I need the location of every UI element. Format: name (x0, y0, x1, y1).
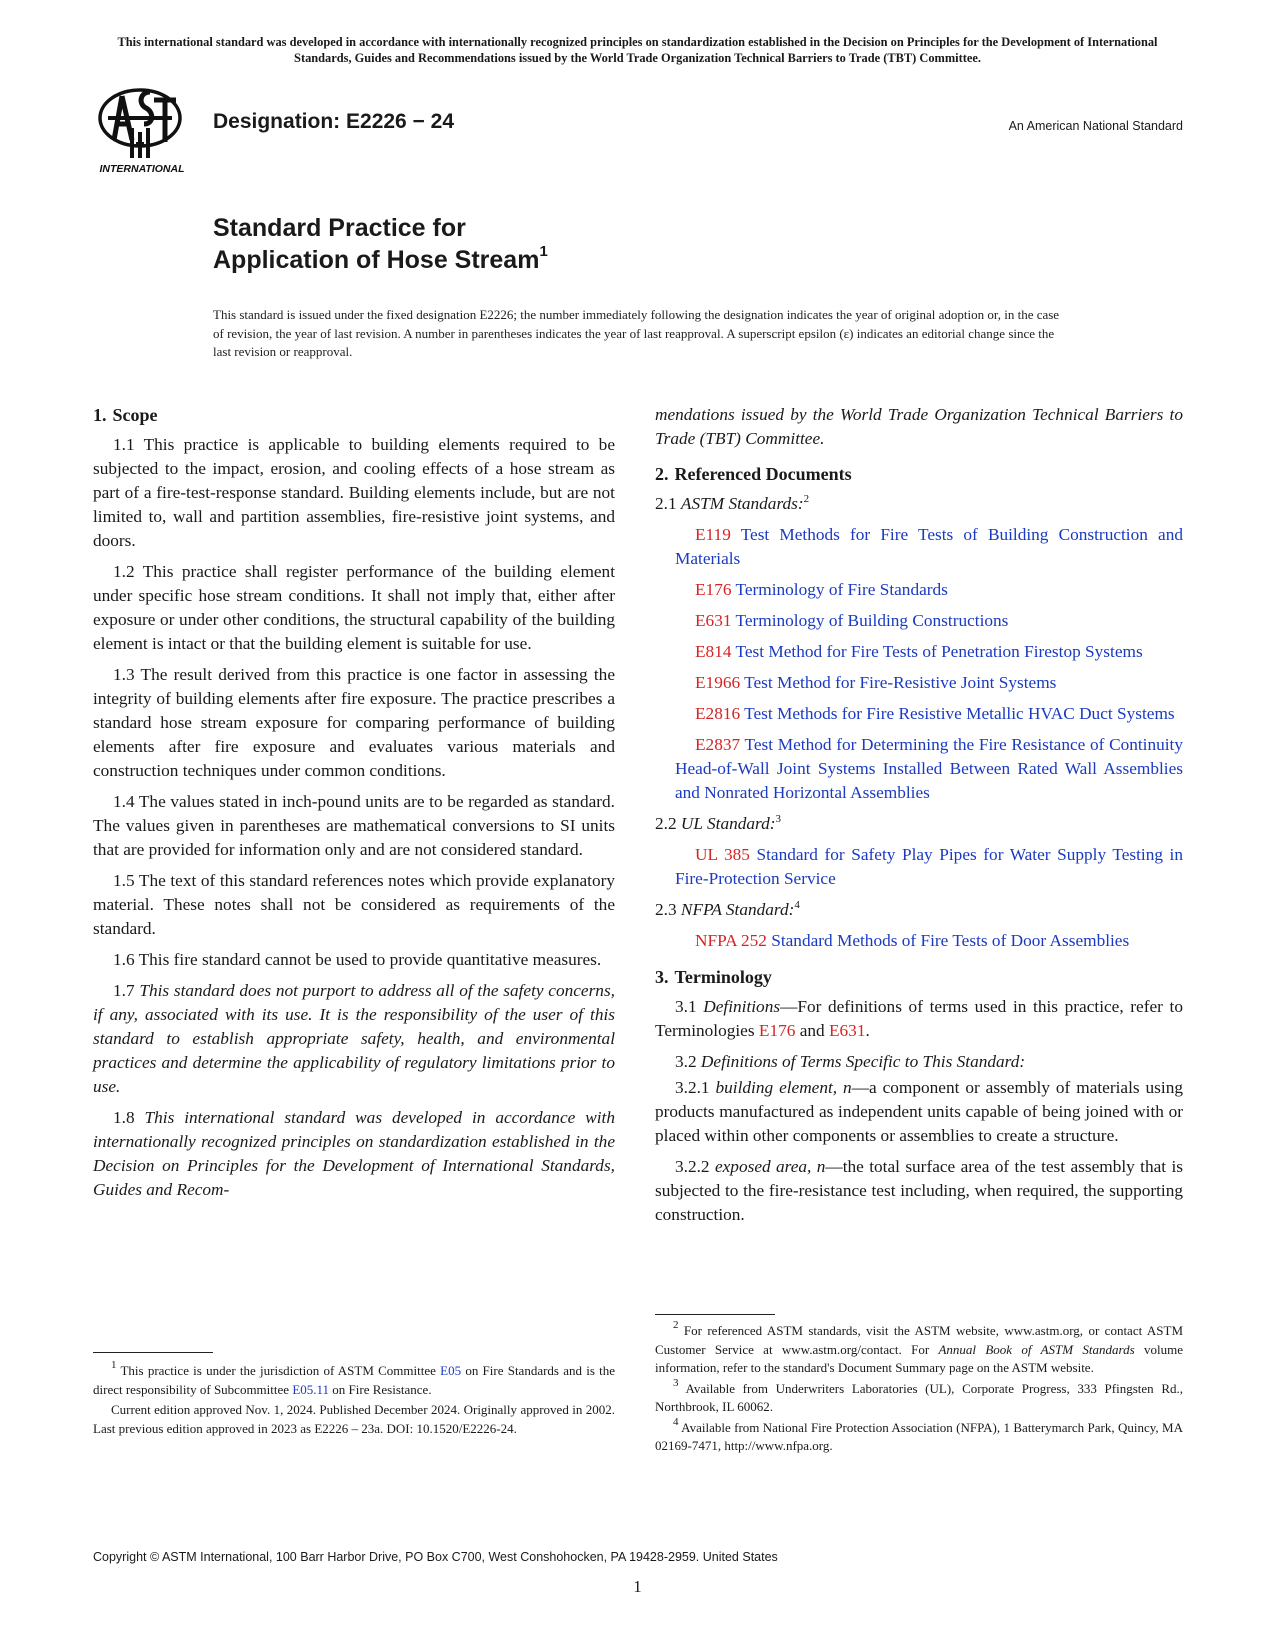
right-column (655, 403, 1183, 1234)
term-3-2-num: 3.2 (675, 1052, 701, 1071)
term-3-1-term: Definitions (703, 997, 781, 1016)
footnotes-right (655, 1319, 1184, 1458)
terminology-heading-text: Terminology (674, 967, 772, 987)
ref-title[interactable]: Test Methods for Fire Resistive Metallic HVAC Duct Systems (744, 704, 1175, 723)
footnote-2-text-a: For referenced ASTM standards, visit the ASTM website, www.astm.org, or contact ASTM Customer Service at www.astm.org/contact. For (655, 1323, 1183, 1357)
ref-code[interactable]: E176 (695, 580, 732, 599)
ref-code[interactable]: UL 385 (695, 845, 750, 864)
footnote-1-text-a: This practice is under the jurisdiction of ASTM Committee (116, 1363, 441, 1378)
astm-reference[interactable] (655, 523, 1183, 571)
footnote-rule-right (655, 1314, 775, 1315)
edition-note: Current edition approved Nov. 1, 2024. Published December 2024. Originally approved in 2002. Last previous edition approved in 2023 as E2226 – 23a. DOI: 10.1520/E2226-24. (93, 1402, 615, 1436)
scope-heading (93, 403, 615, 427)
term-3-2-2-num: 3.2.2 (675, 1157, 715, 1176)
ref-code[interactable]: E119 (695, 525, 731, 544)
astm-label-fn: 2 (803, 493, 810, 505)
footnote-4 (655, 1415, 1183, 1456)
ref-code[interactable]: E2816 (695, 704, 741, 723)
scope-1-3: 1.3 The result derived from this practice is one factor in assessing the integrity of building elements after fire exposure. The practice prescribes a standard hose stream exposure for comparing performance of building elements after fire exposure and evaluates various materials and construction techniques under common conditions. (93, 665, 615, 780)
scope-1-8 (93, 1106, 615, 1202)
left-column (93, 403, 615, 1209)
scope-1-8-continuation: mendations issued by the World Trade Organization Technical Barriers to Trade (TBT) Committee. (655, 405, 1183, 448)
ref-code[interactable]: E2837 (695, 735, 741, 754)
term-3-2-1-text: —a component or assembly of materials using products manufactured as independent units capable of being joined with or placed within other components or assemblies to create a structure. (655, 1078, 1183, 1145)
scope-1-2: 1.2 This practice shall register performance of the building element under specific hose stream conditions. It shall not imply that, either after exposure or under other conditions, the structural capability of the building element is intact or that the building element is suitable for use. (93, 562, 615, 653)
subcommittee-e05-11-link[interactable]: E05.11 (292, 1381, 330, 1397)
term-3-1-end: . (865, 1021, 870, 1040)
scope-1-8-num: 1.8 (113, 1108, 145, 1127)
logo-wordmark: INTERNATIONAL (99, 163, 185, 175)
term-3-2-2-term: exposed area, n (714, 1157, 826, 1176)
committee-e05-link[interactable]: E05 (440, 1363, 462, 1378)
astm-logo-icon (92, 84, 192, 176)
footnote-1-mark: 1 (111, 1359, 117, 1371)
ref-code[interactable]: E631 (695, 611, 732, 630)
ref-title[interactable]: Terminology of Building Constructions (735, 611, 1009, 630)
title-line-2 (213, 244, 548, 276)
scope-heading-text: Scope (112, 405, 158, 425)
footnotes-left (93, 1359, 615, 1440)
term-ref-e631[interactable]: E631 (828, 1021, 866, 1040)
scope-1-8-text: This international standard was developed in accordance with internationally recognized principles on standardization established in the Decision on Principles for the Development of International Standards, Guides and Recom- (93, 1108, 615, 1199)
scope-1-7-text: This standard does not purport to address all of the safety concerns, if any, associated with its use. It is the responsibility of the user of this standard to establish appropriate safety, health, and environmental practices and determine the applicability of regulatory limitations prior to use. (93, 981, 615, 1096)
ref-title[interactable]: Test Method for Determining the Fire Resistance of Continuity Head-of-Wall Joint Systems Installed Between Rated Wall Assemblies and Nonrated Horizontal Assemblies (675, 735, 1184, 802)
ul-label-text: UL Standard: (680, 814, 776, 833)
ref-code[interactable]: E1966 (695, 673, 741, 692)
footnote-2 (655, 1319, 1184, 1378)
ul-standard-label (655, 812, 1183, 836)
footnote-2-italic: Annual Book of ASTM Standards (938, 1341, 1135, 1357)
ul-label-fn: 3 (775, 813, 782, 825)
astm-reference[interactable] (655, 733, 1183, 805)
scope-1-7 (93, 979, 615, 1099)
ref-title[interactable]: Standard Methods of Fire Tests of Door Assemblies (771, 931, 1130, 950)
term-3-2-1 (655, 1076, 1183, 1148)
term-3-2-2 (655, 1155, 1183, 1227)
term-3-1-text: —For definitions of terms used in this practice, refer to Terminologies (655, 997, 1183, 1040)
term-ref-e176[interactable]: E176 (758, 1021, 796, 1040)
scope-1-1: 1.1 This practice is applicable to building elements required to be subjected to the impact, erosion, and cooling effects of a hose stream as part of a fire-test-response standard. Building elements include, but are not limited to, wall and partition assemblies, fire-resistive joint systems, and doors. (93, 435, 615, 550)
astm-reference-list (655, 523, 1183, 805)
nfpa-label-text: NFPA Standard: (680, 900, 795, 919)
ref-code[interactable]: NFPA 252 (695, 931, 767, 950)
astm-label-num: 2.1 (655, 494, 681, 513)
ul-reference[interactable] (655, 843, 1183, 891)
refdocs-heading-num: 2. (655, 464, 669, 484)
ref-title[interactable]: Test Method for Fire-Resistive Joint Systems (744, 673, 1057, 692)
term-3-1 (655, 995, 1183, 1043)
ul-label-num: 2.2 (655, 814, 681, 833)
scope-1-6: 1.6 This fire standard cannot be used to provide quantitative measures. (113, 950, 602, 969)
scope-1-7-num: 1.7 (113, 981, 140, 1000)
term-3-2-2-text: —the total surface area of the test assembly that is subjected to the fire-resistance test including, when required, the supporting construction. (655, 1157, 1184, 1224)
copyright-footer: Copyright © ASTM International, 100 Barr Harbor Drive, PO Box C700, West Conshohocken, PA 19428-2959. United States (93, 1550, 778, 1564)
scope-heading-num: 1. (93, 405, 107, 425)
term-3-2-term: Definitions of Terms Specific to This Standard: (700, 1052, 1026, 1071)
term-3-2-1-term: building element, n (715, 1078, 852, 1097)
top-notice: This international standard was developed in accordance with internationally recognized principles on standardization established in the Decision on Principles for the Development of International Standards, Guides and Recommendations issued by the World Trade Organization Technical Barriers to Trade (TBT) Committee. (117, 35, 1158, 65)
footnote-1 (93, 1359, 615, 1399)
footnote-1-text-b: on Fire Standards and is the direct responsibility of Subcommittee (93, 1363, 615, 1397)
nfpa-label-fn: 4 (794, 899, 800, 911)
ref-code[interactable]: E814 (695, 642, 732, 661)
astm-reference[interactable] (655, 578, 1183, 602)
astm-reference[interactable] (655, 671, 1183, 695)
term-3-2-1-num: 3.2.1 (675, 1078, 716, 1097)
astm-label-text: ASTM Standards: (680, 494, 804, 513)
terminology-heading-num: 3. (655, 967, 669, 987)
scope-1-5: 1.5 The text of this standard references notes which provide explanatory material. These notes shall not be considered as requirements of the standard. (93, 871, 615, 938)
footnote-3-text: Available from Underwriters Laboratories (UL), Corporate Progress, 333 Pfingsten Rd., Northbrook, IL 60062. (655, 1380, 1183, 1414)
designation: Designation: E2226 − 24 (213, 110, 455, 133)
title-line-2-text: Application of Hose Stream (213, 246, 540, 274)
title-footnote-mark: 1 (539, 243, 548, 260)
footnote-4-mark: 4 (673, 1415, 679, 1428)
footnote-rule-left (93, 1352, 213, 1353)
astm-standards-label (655, 492, 1183, 516)
footnote-2-mark: 2 (673, 1319, 679, 1331)
refdocs-heading-text: Referenced Documents (674, 464, 852, 484)
footnote-1-text-c: on Fire Resistance. (329, 1381, 432, 1397)
footnote-4-text: Available from National Fire Protection Association (NFPA), 1 Batterymarch Park, Quincy, MA 02169-7471, http://www.nfpa.org. (655, 1419, 1183, 1453)
astm-logo (92, 84, 192, 176)
nfpa-standard-label (655, 898, 1183, 922)
ref-title[interactable]: Test Method for Fire Tests of Penetration Firestop Systems (735, 642, 1143, 661)
footnote-2-text-b: volume information, refer to the standard's Document Summary page on the ASTM website. (655, 1341, 1184, 1375)
american-national-standard: An American National Standard (1008, 119, 1183, 133)
footnote-3-mark: 3 (673, 1376, 679, 1389)
issued-note: This standard is issued under the fixed designation E2226; the number immediately following the designation indicates the year of original adoption or, in the case of revision, the year of last revision. A number in parentheses indicates the year of last reapproval. A superscript epsilon (ε) indicates an editorial change since the last revision or reapproval. (213, 307, 1060, 359)
astm-reference[interactable] (655, 702, 1183, 726)
title-line-1: Standard Practice for (213, 214, 466, 242)
ref-title[interactable]: Standard for Safety Play Pipes for Water Supply Testing in Fire-Protection Service (675, 845, 1184, 888)
astm-reference[interactable] (655, 640, 1183, 664)
page-number: 1 (633, 1577, 642, 1596)
nfpa-label-num: 2.3 (655, 900, 681, 919)
term-3-1-and: and (795, 1021, 829, 1040)
ref-title[interactable]: Test Methods for Fire Tests of Building Construction and Materials (675, 525, 1183, 568)
term-3-1-num: 3.1 (675, 997, 704, 1016)
scope-1-4: 1.4 The values stated in inch-pound units are to be regarded as standard. The values given in parentheses are mathematical conversions to SI units that are provided for information only and are not considered standard. (93, 792, 615, 859)
term-3-2 (655, 1050, 1183, 1074)
page-title (213, 212, 548, 276)
nfpa-reference[interactable] (655, 929, 1183, 953)
refdocs-heading (655, 462, 1183, 486)
astm-reference[interactable] (655, 609, 1183, 633)
terminology-heading (655, 965, 1183, 989)
ref-title[interactable]: Terminology of Fire Standards (735, 580, 948, 599)
footnote-3 (655, 1376, 1183, 1417)
